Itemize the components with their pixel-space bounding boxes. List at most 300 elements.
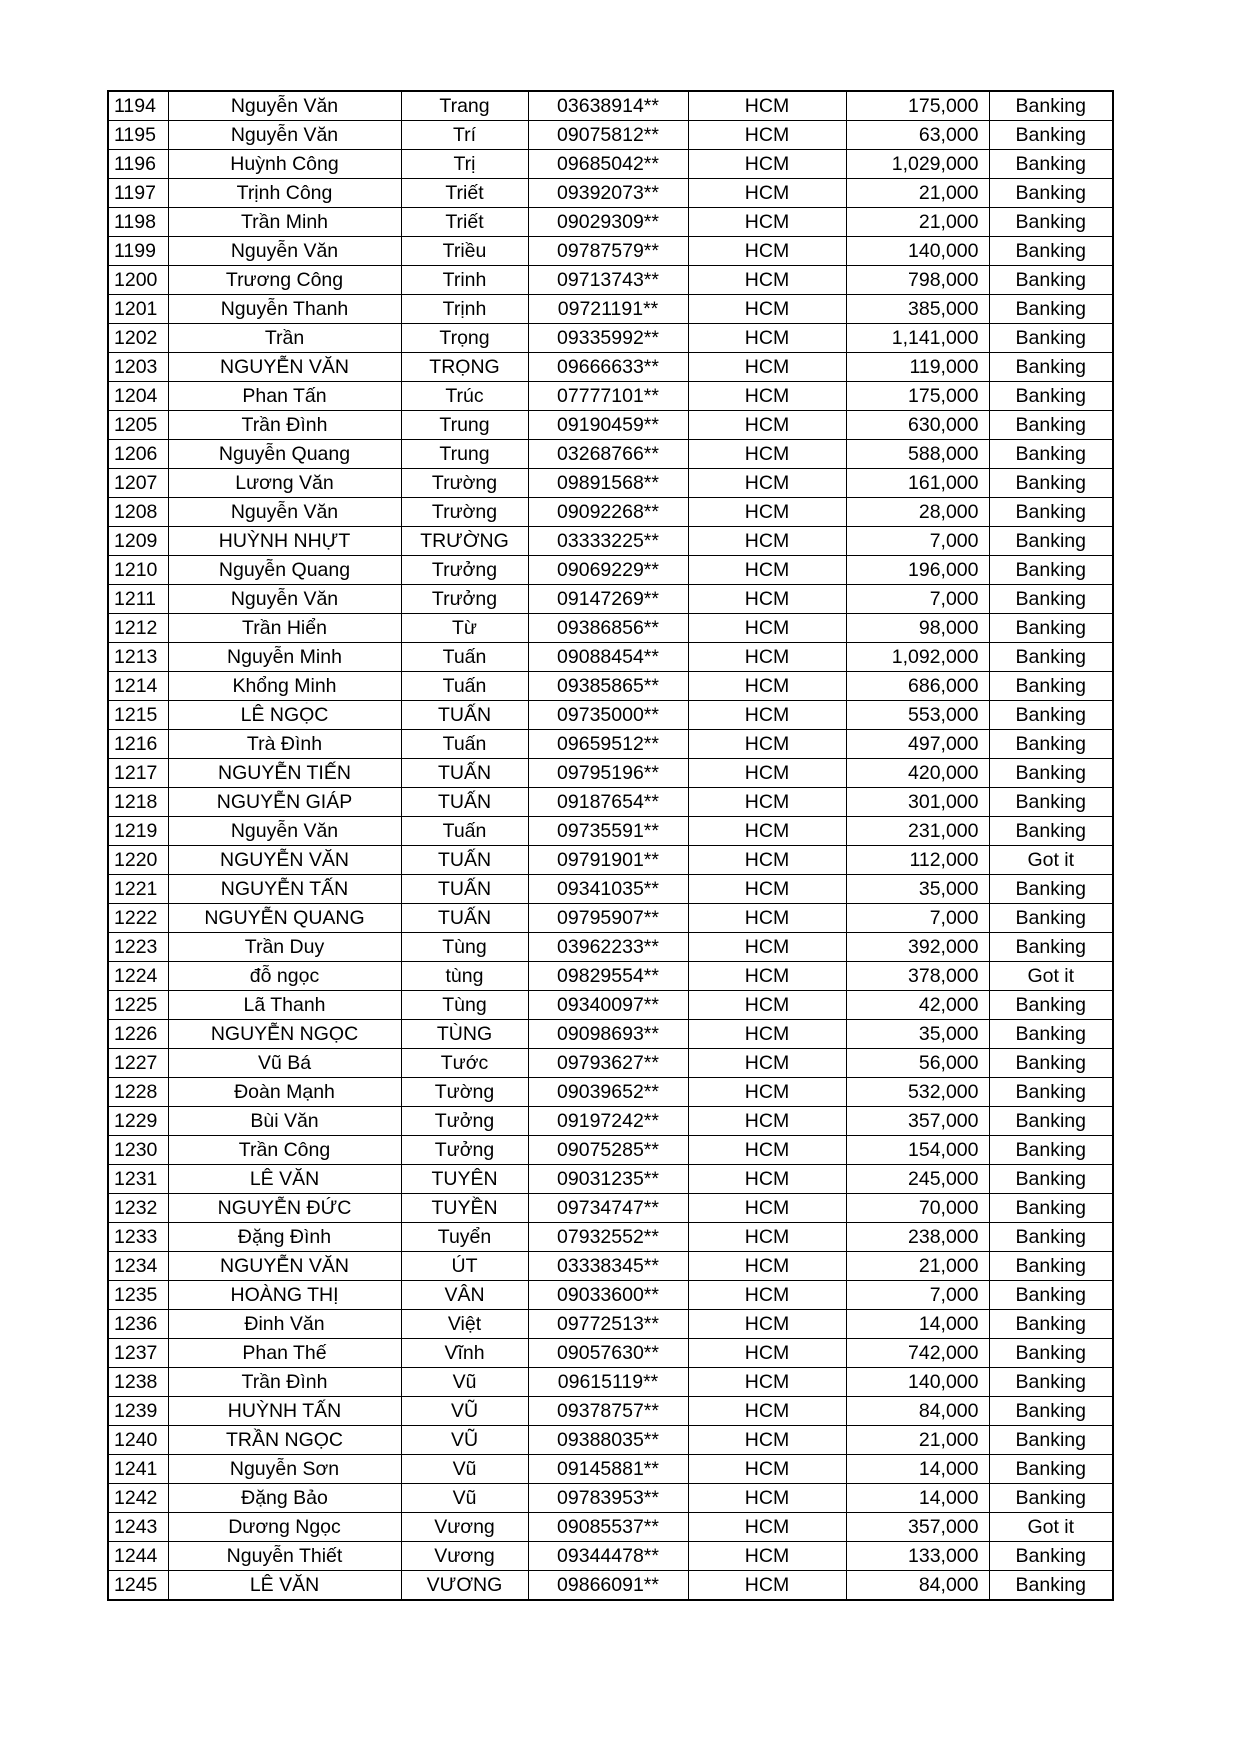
payment-method-cell: Banking [989,1368,1113,1397]
amount-cell: 196,000 [846,556,989,585]
table-row [108,91,1113,121]
row-number-cell: 1240 [108,1426,168,1455]
phone-number-cell: 09057630** [528,1339,688,1368]
row-number-cell: 1238 [108,1368,168,1397]
amount-cell: 21,000 [846,208,989,237]
row-number-cell: 1198 [108,208,168,237]
last-middle-name-cell: Lã Thanh [168,991,401,1020]
amount-cell: 35,000 [846,875,989,904]
first-name-cell: TUẤN [401,904,528,933]
payment-method-cell: Banking [989,991,1113,1020]
row-number-cell: 1224 [108,962,168,991]
phone-number-cell: 09793627** [528,1049,688,1078]
last-middle-name-cell: NGUYỄN NGỌC [168,1020,401,1049]
amount-cell: 1,141,000 [846,324,989,353]
first-name-cell: Tước [401,1049,528,1078]
payment-method-cell: Banking [989,875,1113,904]
last-middle-name-cell: Đặng Đình [168,1223,401,1252]
payment-method-cell: Banking [989,208,1113,237]
table-row [108,1281,1113,1310]
row-number-cell: 1214 [108,672,168,701]
city-cell: HCM [688,179,846,208]
row-number-cell: 1204 [108,382,168,411]
city-cell: HCM [688,759,846,788]
city-cell: HCM [688,1571,846,1601]
payment-method-cell: Banking [989,730,1113,759]
payment-method-cell: Banking [989,382,1113,411]
last-middle-name-cell: Nguyễn Văn [168,121,401,150]
row-number-cell: 1222 [108,904,168,933]
first-name-cell: Trúc [401,382,528,411]
amount-cell: 392,000 [846,933,989,962]
table-row [108,179,1113,208]
phone-number-cell: 09866091** [528,1571,688,1601]
table-row [108,1223,1113,1252]
amount-cell: 245,000 [846,1165,989,1194]
last-middle-name-cell: Nguyễn Văn [168,498,401,527]
city-cell: HCM [688,208,846,237]
first-name-cell: Triều [401,237,528,266]
phone-number-cell: 09039652** [528,1078,688,1107]
first-name-cell: Tuấn [401,672,528,701]
payment-method-cell: Banking [989,1484,1113,1513]
payment-method-cell: Banking [989,266,1113,295]
city-cell: HCM [688,1542,846,1571]
payment-method-cell: Banking [989,1426,1113,1455]
amount-cell: 532,000 [846,1078,989,1107]
last-middle-name-cell: Nguyễn Văn [168,237,401,266]
city-cell: HCM [688,1397,846,1426]
amount-cell: 70,000 [846,1194,989,1223]
row-number-cell: 1242 [108,1484,168,1513]
table-row [108,701,1113,730]
amount-cell: 98,000 [846,614,989,643]
table-row [108,1020,1113,1049]
phone-number-cell: 09075285** [528,1136,688,1165]
last-middle-name-cell: Trần Hiển [168,614,401,643]
payment-method-cell: Banking [989,1194,1113,1223]
table-row [108,1455,1113,1484]
first-name-cell: VŨ [401,1397,528,1426]
payment-method-cell: Banking [989,1165,1113,1194]
phone-number-cell: 09721191** [528,295,688,324]
last-middle-name-cell: NGUYỄN QUANG [168,904,401,933]
table-row [108,962,1113,991]
first-name-cell: TUẤN [401,875,528,904]
phone-number-cell: 09098693** [528,1020,688,1049]
amount-cell: 1,092,000 [846,643,989,672]
amount-cell: 140,000 [846,237,989,266]
row-number-cell: 1228 [108,1078,168,1107]
last-middle-name-cell: NGUYỄN VĂN [168,1252,401,1281]
row-number-cell: 1208 [108,498,168,527]
phone-number-cell: 09075812** [528,121,688,150]
payment-method-cell: Banking [989,1020,1113,1049]
amount-cell: 14,000 [846,1310,989,1339]
table-row [108,788,1113,817]
first-name-cell: Tùng [401,933,528,962]
table-row [108,1078,1113,1107]
amount-cell: 742,000 [846,1339,989,1368]
city-cell: HCM [688,672,846,701]
phone-number-cell: 09685042** [528,150,688,179]
row-number-cell: 1217 [108,759,168,788]
amount-cell: 175,000 [846,382,989,411]
last-middle-name-cell: HUỲNH TẤN [168,1397,401,1426]
row-number-cell: 1241 [108,1455,168,1484]
phone-number-cell: 03333225** [528,527,688,556]
first-name-cell: TUẤN [401,701,528,730]
amount-cell: 7,000 [846,585,989,614]
last-middle-name-cell: Trần Đình [168,411,401,440]
last-middle-name-cell: Bùi Văn [168,1107,401,1136]
first-name-cell: Vũ [401,1484,528,1513]
phone-number-cell: 09783953** [528,1484,688,1513]
phone-number-cell: 09388035** [528,1426,688,1455]
first-name-cell: Trung [401,411,528,440]
first-name-cell: Tuấn [401,643,528,672]
amount-cell: 56,000 [846,1049,989,1078]
city-cell: HCM [688,1310,846,1339]
last-middle-name-cell: Đặng Bảo [168,1484,401,1513]
phone-number-cell: 03638914** [528,91,688,121]
city-cell: HCM [688,1368,846,1397]
payment-method-cell: Banking [989,643,1113,672]
last-middle-name-cell: Dương Ngọc [168,1513,401,1542]
first-name-cell: VƯƠNG [401,1571,528,1601]
payment-method-cell: Banking [989,1542,1113,1571]
row-number-cell: 1218 [108,788,168,817]
last-middle-name-cell: Nguyễn Sơn [168,1455,401,1484]
first-name-cell: Vương [401,1542,528,1571]
city-cell: HCM [688,353,846,382]
payment-method-cell: Banking [989,817,1113,846]
payment-method-cell: Banking [989,295,1113,324]
amount-cell: 112,000 [846,846,989,875]
row-number-cell: 1221 [108,875,168,904]
row-number-cell: 1233 [108,1223,168,1252]
first-name-cell: Trinh [401,266,528,295]
table-row [108,1542,1113,1571]
amount-cell: 553,000 [846,701,989,730]
amount-cell: 21,000 [846,179,989,208]
city-cell: HCM [688,1455,846,1484]
amount-cell: 420,000 [846,759,989,788]
first-name-cell: Triết [401,208,528,237]
city-cell: HCM [688,817,846,846]
first-name-cell: Việt [401,1310,528,1339]
payment-method-cell: Banking [989,179,1113,208]
row-number-cell: 1227 [108,1049,168,1078]
row-number-cell: 1223 [108,933,168,962]
city-cell: HCM [688,1078,846,1107]
city-cell: HCM [688,788,846,817]
phone-number-cell: 09666633** [528,353,688,382]
last-middle-name-cell: NGUYỄN ĐỨC [168,1194,401,1223]
table-row [108,614,1113,643]
amount-cell: 378,000 [846,962,989,991]
row-number-cell: 1244 [108,1542,168,1571]
city-cell: HCM [688,1513,846,1542]
phone-number-cell: 09190459** [528,411,688,440]
last-middle-name-cell: NGUYỄN VĂN [168,353,401,382]
city-cell: HCM [688,91,846,121]
row-number-cell: 1235 [108,1281,168,1310]
amount-cell: 63,000 [846,121,989,150]
payment-method-cell: Banking [989,440,1113,469]
row-number-cell: 1243 [108,1513,168,1542]
city-cell: HCM [688,498,846,527]
table-row [108,1571,1113,1601]
amount-cell: 385,000 [846,295,989,324]
amount-cell: 231,000 [846,817,989,846]
table-row [108,1136,1113,1165]
amount-cell: 588,000 [846,440,989,469]
phone-number-cell: 09335992** [528,324,688,353]
phone-number-cell: 09829554** [528,962,688,991]
table-row [108,1339,1113,1368]
last-middle-name-cell: đỗ ngọc [168,962,401,991]
table-row [108,672,1113,701]
table-row [108,1252,1113,1281]
payment-method-cell: Got it [989,962,1113,991]
last-middle-name-cell: Trần Minh [168,208,401,237]
city-cell: HCM [688,585,846,614]
amount-cell: 84,000 [846,1397,989,1426]
phone-number-cell: 09795196** [528,759,688,788]
last-middle-name-cell: Nguyễn Quang [168,556,401,585]
city-cell: HCM [688,1484,846,1513]
amount-cell: 357,000 [846,1107,989,1136]
row-number-cell: 1234 [108,1252,168,1281]
table-row [108,121,1113,150]
payment-method-cell: Banking [989,237,1113,266]
first-name-cell: Trường [401,469,528,498]
amount-cell: 497,000 [846,730,989,759]
first-name-cell: Trang [401,91,528,121]
row-number-cell: 1206 [108,440,168,469]
phone-number-cell: 09713743** [528,266,688,295]
phone-number-cell: 09392073** [528,179,688,208]
table-row [108,498,1113,527]
first-name-cell: Tuấn [401,730,528,759]
last-middle-name-cell: LÊ VĂN [168,1165,401,1194]
table-row [108,846,1113,875]
city-cell: HCM [688,150,846,179]
last-middle-name-cell: Huỳnh Công [168,150,401,179]
city-cell: HCM [688,382,846,411]
last-middle-name-cell: Trương Công [168,266,401,295]
phone-number-cell: 09344478** [528,1542,688,1571]
last-middle-name-cell: Nguyễn Văn [168,91,401,121]
first-name-cell: VÂN [401,1281,528,1310]
phone-number-cell: 09735000** [528,701,688,730]
payment-method-cell: Banking [989,324,1113,353]
first-name-cell: TRỌNG [401,353,528,382]
table-row [108,1194,1113,1223]
table-row [108,875,1113,904]
table-row [108,295,1113,324]
amount-cell: 161,000 [846,469,989,498]
payment-method-cell: Banking [989,353,1113,382]
amount-cell: 14,000 [846,1484,989,1513]
first-name-cell: Từ [401,614,528,643]
table-row [108,1484,1113,1513]
first-name-cell: Trị [401,150,528,179]
payment-method-cell: Banking [989,933,1113,962]
city-cell: HCM [688,1136,846,1165]
row-number-cell: 1231 [108,1165,168,1194]
payment-method-cell: Banking [989,701,1113,730]
phone-number-cell: 07932552** [528,1223,688,1252]
city-cell: HCM [688,411,846,440]
city-cell: HCM [688,1252,846,1281]
city-cell: HCM [688,1165,846,1194]
city-cell: HCM [688,440,846,469]
row-number-cell: 1210 [108,556,168,585]
phone-number-cell: 09033600** [528,1281,688,1310]
table-row [108,440,1113,469]
last-middle-name-cell: Phan Thế [168,1339,401,1368]
table-row [108,382,1113,411]
table-row [108,991,1113,1020]
payment-method-cell: Banking [989,556,1113,585]
row-number-cell: 1230 [108,1136,168,1165]
city-cell: HCM [688,1107,846,1136]
first-name-cell: TRƯỜNG [401,527,528,556]
row-number-cell: 1215 [108,701,168,730]
first-name-cell: Triết [401,179,528,208]
first-name-cell: VŨ [401,1426,528,1455]
table-row [108,1165,1113,1194]
payment-method-cell: Banking [989,1397,1113,1426]
first-name-cell: TUYÊN [401,1165,528,1194]
amount-cell: 7,000 [846,904,989,933]
phone-number-cell: 09092268** [528,498,688,527]
table-row [108,1368,1113,1397]
last-middle-name-cell: NGUYỄN GIÁP [168,788,401,817]
row-number-cell: 1207 [108,469,168,498]
city-cell: HCM [688,730,846,759]
payment-method-cell: Banking [989,121,1113,150]
city-cell: HCM [688,556,846,585]
city-cell: HCM [688,701,846,730]
table-row [108,585,1113,614]
payment-method-cell: Banking [989,411,1113,440]
payment-method-cell: Banking [989,1281,1113,1310]
phone-number-cell: 09340097** [528,991,688,1020]
payment-method-cell: Got it [989,1513,1113,1542]
amount-cell: 1,029,000 [846,150,989,179]
first-name-cell: Tưởng [401,1136,528,1165]
last-middle-name-cell: HOÀNG THỊ [168,1281,401,1310]
phone-number-cell: 09378757** [528,1397,688,1426]
first-name-cell: Trưởng [401,585,528,614]
city-cell: HCM [688,1049,846,1078]
table-row [108,469,1113,498]
city-cell: HCM [688,643,846,672]
city-cell: HCM [688,1426,846,1455]
phone-number-cell: 09659512** [528,730,688,759]
payment-method-cell: Banking [989,788,1113,817]
row-number-cell: 1195 [108,121,168,150]
city-cell: HCM [688,1281,846,1310]
last-middle-name-cell: Lương Văn [168,469,401,498]
row-number-cell: 1197 [108,179,168,208]
payment-method-cell: Banking [989,1252,1113,1281]
amount-cell: 301,000 [846,788,989,817]
city-cell: HCM [688,1339,846,1368]
phone-number-cell: 03962233** [528,933,688,962]
first-name-cell: Trọng [401,324,528,353]
amount-cell: 798,000 [846,266,989,295]
phone-number-cell: 07777101** [528,382,688,411]
city-cell: HCM [688,1020,846,1049]
payment-method-cell: Banking [989,585,1113,614]
payment-method-cell: Banking [989,498,1113,527]
payment-method-cell: Banking [989,469,1113,498]
first-name-cell: Vũ [401,1455,528,1484]
payment-method-cell: Banking [989,1310,1113,1339]
city-cell: HCM [688,266,846,295]
first-name-cell: Trịnh [401,295,528,324]
phone-number-cell: 09735591** [528,817,688,846]
first-name-cell: ÚT [401,1252,528,1281]
phone-number-cell: 09341035** [528,875,688,904]
amount-cell: 7,000 [846,1281,989,1310]
winner-list-sheet [107,90,1114,1601]
phone-number-cell: 09147269** [528,585,688,614]
last-middle-name-cell: Trịnh Công [168,179,401,208]
row-number-cell: 1213 [108,643,168,672]
last-middle-name-cell: LÊ VĂN [168,1571,401,1601]
row-number-cell: 1200 [108,266,168,295]
amount-cell: 133,000 [846,1542,989,1571]
last-middle-name-cell: TRẦN NGỌC [168,1426,401,1455]
last-middle-name-cell: Trần [168,324,401,353]
row-number-cell: 1202 [108,324,168,353]
row-number-cell: 1211 [108,585,168,614]
city-cell: HCM [688,904,846,933]
table-row [108,1513,1113,1542]
phone-number-cell: 09069229** [528,556,688,585]
first-name-cell: TUẤN [401,846,528,875]
first-name-cell: Tùng [401,991,528,1020]
first-name-cell: Trung [401,440,528,469]
payment-method-cell: Banking [989,1049,1113,1078]
city-cell: HCM [688,121,846,150]
last-middle-name-cell: Đoàn Mạnh [168,1078,401,1107]
amount-cell: 630,000 [846,411,989,440]
first-name-cell: Tường [401,1078,528,1107]
amount-cell: 21,000 [846,1252,989,1281]
payment-method-cell: Banking [989,1339,1113,1368]
city-cell: HCM [688,295,846,324]
table-row [108,353,1113,382]
table-row [108,1107,1113,1136]
phone-number-cell: 09085537** [528,1513,688,1542]
first-name-cell: TÙNG [401,1020,528,1049]
phone-number-cell: 09386856** [528,614,688,643]
table-row [108,208,1113,237]
phone-number-cell: 09734747** [528,1194,688,1223]
amount-cell: 175,000 [846,91,989,121]
phone-number-cell: 09197242** [528,1107,688,1136]
phone-number-cell: 09145881** [528,1455,688,1484]
first-name-cell: TUẤN [401,788,528,817]
table-row [108,904,1113,933]
payment-method-cell: Banking [989,904,1113,933]
